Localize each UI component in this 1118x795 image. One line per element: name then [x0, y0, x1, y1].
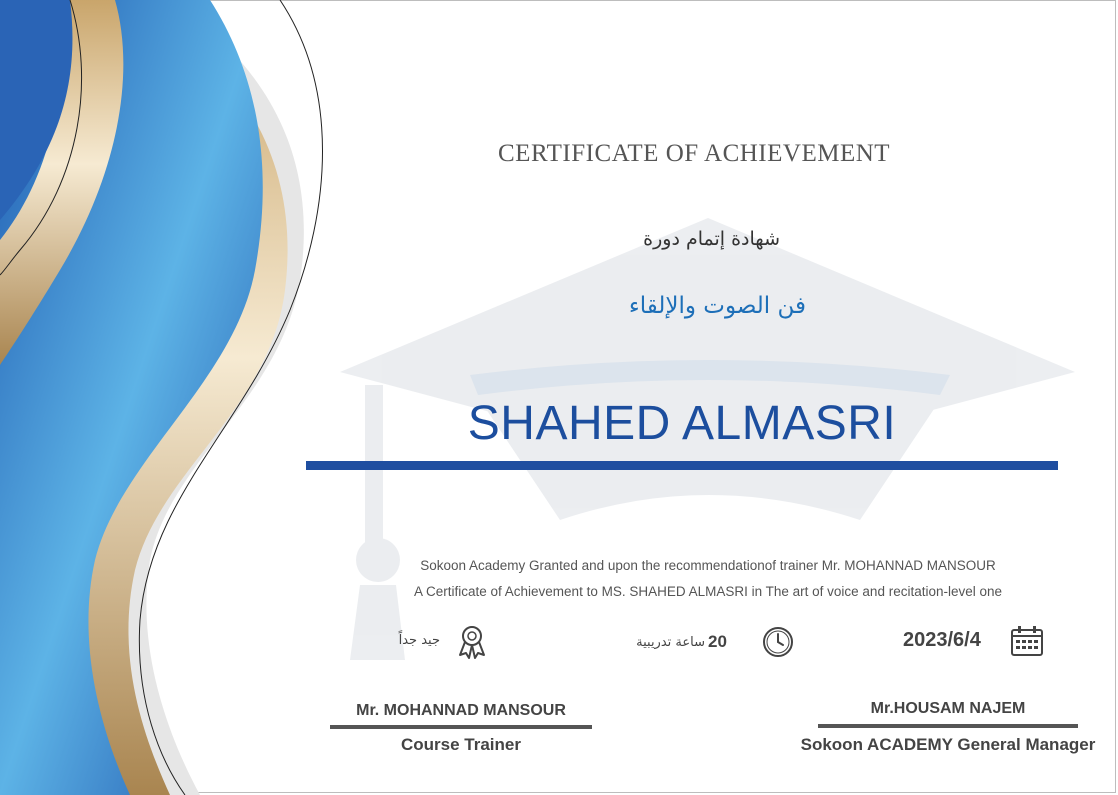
certificate-title: CERTIFICATE OF ACHIEVEMENT: [498, 140, 891, 167]
manager-name: Mr.HOUSAM NAJEM: [870, 700, 1026, 717]
training-hours-label: ساعة تدريبية: [636, 635, 705, 650]
trainer-name: Mr. MOHANNAD MANSOUR: [356, 702, 566, 719]
issue-date: 2023/6/4: [903, 629, 981, 651]
trainer-signature-line: [330, 725, 592, 729]
manager-role: Sokoon ACADEMY General Manager: [800, 735, 1096, 754]
description-line-1: Sokoon Academy Granted and upon the recommendationof trainer Mr. MOHANNAD MANSOUR: [420, 558, 996, 573]
arabic-subtitle: شهادة إتمام دورة: [643, 228, 780, 250]
manager-signature-line: [818, 724, 1078, 728]
arabic-course-name: فن الصوت والإلقاء: [628, 293, 806, 319]
calendar-icon: [1010, 625, 1044, 657]
recipient-name: SHAHED ALMASRI: [467, 397, 897, 450]
description-line-2: A Certificate of Achievement to MS. SHAHED ALMASRI in The art of voice and recitation-level one: [413, 584, 1003, 599]
name-underline: [306, 461, 1058, 470]
clock-icon: [762, 626, 794, 658]
trainer-role: Course Trainer: [401, 735, 521, 754]
award-ribbon-icon: [456, 624, 488, 660]
grade-label: جيد جداً: [398, 633, 440, 648]
training-hours-value: 20: [708, 632, 727, 651]
